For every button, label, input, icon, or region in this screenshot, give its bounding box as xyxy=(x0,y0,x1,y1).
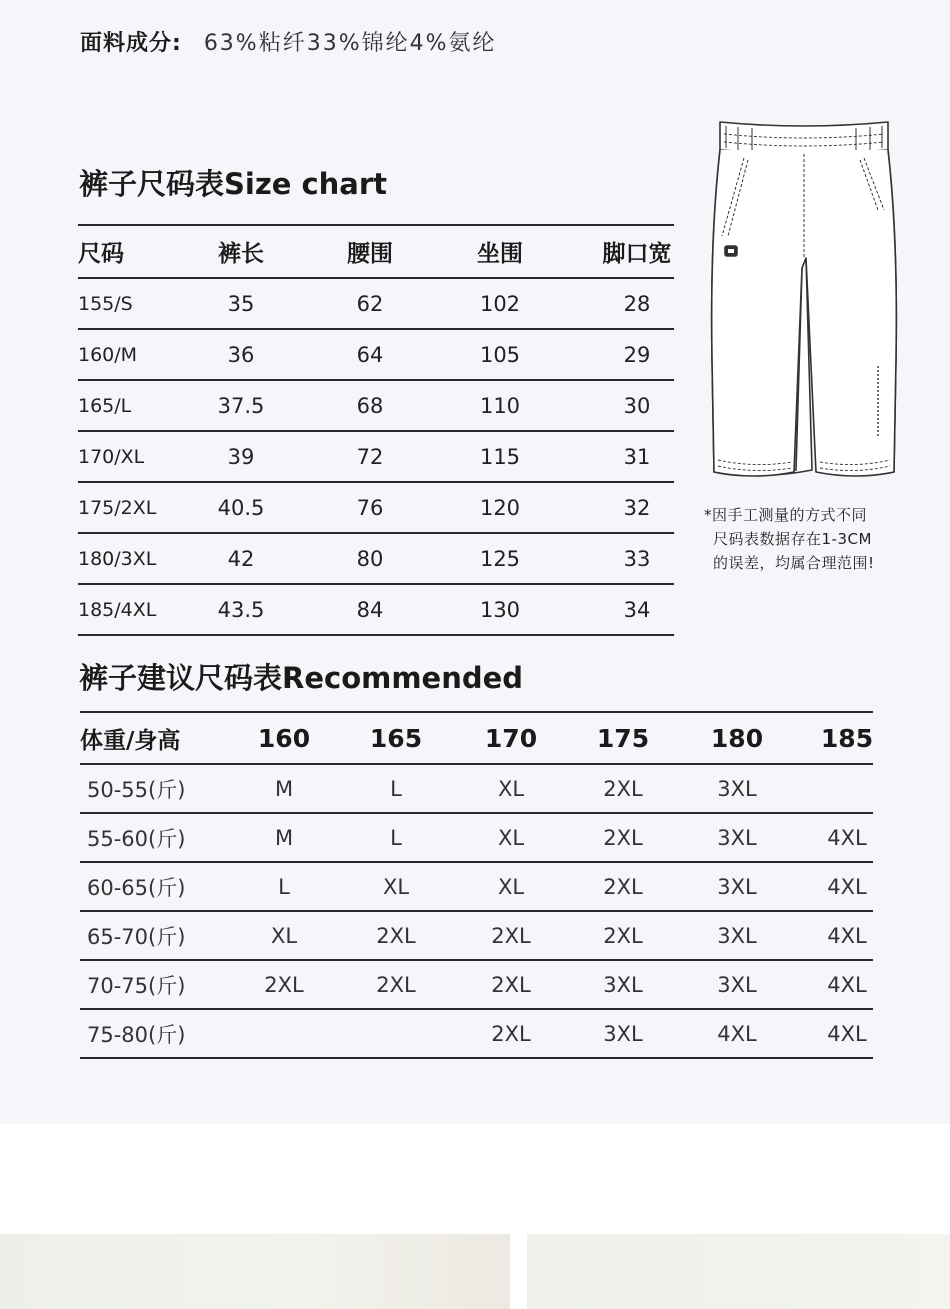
hip-cell: 105 xyxy=(479,342,521,367)
hip-cell: 102 xyxy=(479,291,521,316)
weight-cell: 55-60(斤) xyxy=(87,826,186,851)
header-height: 175 xyxy=(596,723,650,753)
size-cell: 2XL xyxy=(491,923,531,948)
size-cell: 2XL xyxy=(491,972,531,997)
table-row xyxy=(80,912,873,961)
hem-cell: 30 xyxy=(623,393,651,418)
size-chart-table xyxy=(78,224,674,636)
table-row xyxy=(78,330,674,381)
size-cell: 2XL xyxy=(376,972,416,997)
hip-cell: 110 xyxy=(479,393,521,418)
recommended-table xyxy=(80,711,873,1059)
size-cell: 155/S xyxy=(78,292,133,315)
table-row xyxy=(78,483,674,534)
size-cell: 3XL xyxy=(603,972,643,997)
size-cell: 3XL xyxy=(717,825,757,850)
size-cell: 3XL xyxy=(717,972,757,997)
product-photo-left xyxy=(0,1234,510,1309)
table-row xyxy=(80,1010,873,1059)
length-cell: 39 xyxy=(227,444,255,469)
header-height: 160 xyxy=(257,723,311,753)
length-cell: 40.5 xyxy=(217,495,265,520)
size-cell: 2XL xyxy=(491,1021,531,1046)
size-cell: 3XL xyxy=(603,1021,643,1046)
product-photo-right xyxy=(527,1234,950,1309)
waist-cell: 84 xyxy=(356,597,384,622)
size-cell: 2XL xyxy=(603,825,643,850)
hem-cell: 31 xyxy=(623,444,651,469)
measurement-note xyxy=(704,503,934,575)
waist-cell: 76 xyxy=(356,495,384,520)
length-cell: 35 xyxy=(227,291,255,316)
size-cell: M xyxy=(274,776,294,801)
header-length: 裤长 xyxy=(218,241,264,267)
length-cell: 42 xyxy=(227,546,255,571)
size-cell: 3XL xyxy=(717,923,757,948)
hip-cell: 115 xyxy=(479,444,521,469)
photo-divider xyxy=(510,1234,527,1309)
hem-cell: 29 xyxy=(623,342,651,367)
header-weight-height: 体重/身高 xyxy=(80,727,181,754)
table-row xyxy=(80,863,873,912)
table-row xyxy=(78,432,674,483)
weight-cell: 60-65(斤) xyxy=(87,875,186,900)
hip-cell: 130 xyxy=(479,597,521,622)
table-row xyxy=(80,814,873,863)
size-cell: 4XL xyxy=(717,1021,757,1046)
table-row xyxy=(80,961,873,1010)
size-chart-title: 裤子尺码表Size chart xyxy=(79,167,388,201)
length-cell: 43.5 xyxy=(217,597,265,622)
size-chart-header-row xyxy=(78,224,674,279)
hip-cell: 120 xyxy=(479,495,521,520)
note-line: 的误差，均属合理范围! xyxy=(713,554,875,572)
size-cell: 4XL xyxy=(827,923,867,948)
size-cell: 160/M xyxy=(78,343,138,366)
header-height: 185 xyxy=(820,723,874,753)
size-cell: XL xyxy=(270,923,298,948)
waist-cell: 72 xyxy=(356,444,384,469)
hip-cell: 125 xyxy=(479,546,521,571)
size-cell: 4XL xyxy=(827,874,867,899)
size-cell: XL xyxy=(497,776,525,801)
hem-cell: 28 xyxy=(623,291,651,316)
size-cell: 2XL xyxy=(376,923,416,948)
size-cell: 3XL xyxy=(717,874,757,899)
table-row xyxy=(78,381,674,432)
size-cell: 185/4XL xyxy=(78,598,157,621)
size-cell: 170/XL xyxy=(78,445,145,468)
header-height: 165 xyxy=(369,723,423,753)
size-cell: 180/3XL xyxy=(78,547,157,570)
size-cell: 2XL xyxy=(603,776,643,801)
size-cell: 4XL xyxy=(827,1021,867,1046)
size-cell: L xyxy=(278,874,290,899)
hem-cell: 33 xyxy=(623,546,651,571)
pants-line-drawing-icon xyxy=(708,118,900,484)
note-line: 尺码表数据存在1-3CM xyxy=(713,530,872,548)
size-cell: M xyxy=(274,825,294,850)
weight-cell: 50-55(斤) xyxy=(87,777,186,802)
fabric-value: 63%粘纤33%锦纶4%氨纶 xyxy=(203,31,497,56)
waist-cell: 80 xyxy=(356,546,384,571)
header-size: 尺码 xyxy=(78,241,124,267)
size-cell: XL xyxy=(497,825,525,850)
fabric-label: 面料成分: xyxy=(80,31,182,56)
hem-cell: 32 xyxy=(623,495,651,520)
size-cell: 175/2XL xyxy=(78,496,157,519)
header-height: 180 xyxy=(710,723,764,753)
size-cell: XL xyxy=(382,874,410,899)
weight-cell: 75-80(斤) xyxy=(87,1022,186,1047)
waist-cell: 64 xyxy=(356,342,384,367)
header-hip: 坐围 xyxy=(477,241,523,267)
header-hem: 脚口宽 xyxy=(602,241,672,267)
length-cell: 37.5 xyxy=(217,393,265,418)
size-cell: L xyxy=(390,776,402,801)
waist-cell: 68 xyxy=(356,393,384,418)
size-cell: 3XL xyxy=(717,776,757,801)
size-cell: 2XL xyxy=(603,874,643,899)
table-row xyxy=(80,765,873,814)
fabric-composition xyxy=(80,26,497,57)
waist-cell: 62 xyxy=(356,291,384,316)
note-line: *因手工测量的方式不同 xyxy=(704,506,868,524)
size-cell: XL xyxy=(497,874,525,899)
size-cell: 2XL xyxy=(264,972,304,997)
size-cell: 4XL xyxy=(827,825,867,850)
size-cell: 165/L xyxy=(78,394,132,417)
table-row xyxy=(78,585,674,636)
size-cell: 4XL xyxy=(827,972,867,997)
hem-cell: 34 xyxy=(623,597,651,622)
recommended-header-row xyxy=(80,711,873,765)
header-height: 170 xyxy=(484,723,538,753)
length-cell: 36 xyxy=(227,342,255,367)
weight-cell: 70-75(斤) xyxy=(87,973,186,998)
recommended-title: 裤子建议尺码表Recommended xyxy=(79,661,524,695)
table-row xyxy=(78,534,674,585)
size-cell: L xyxy=(390,825,402,850)
table-row xyxy=(78,279,674,330)
header-waist: 腰围 xyxy=(347,241,393,267)
size-cell: 2XL xyxy=(603,923,643,948)
weight-cell: 65-70(斤) xyxy=(87,924,186,949)
